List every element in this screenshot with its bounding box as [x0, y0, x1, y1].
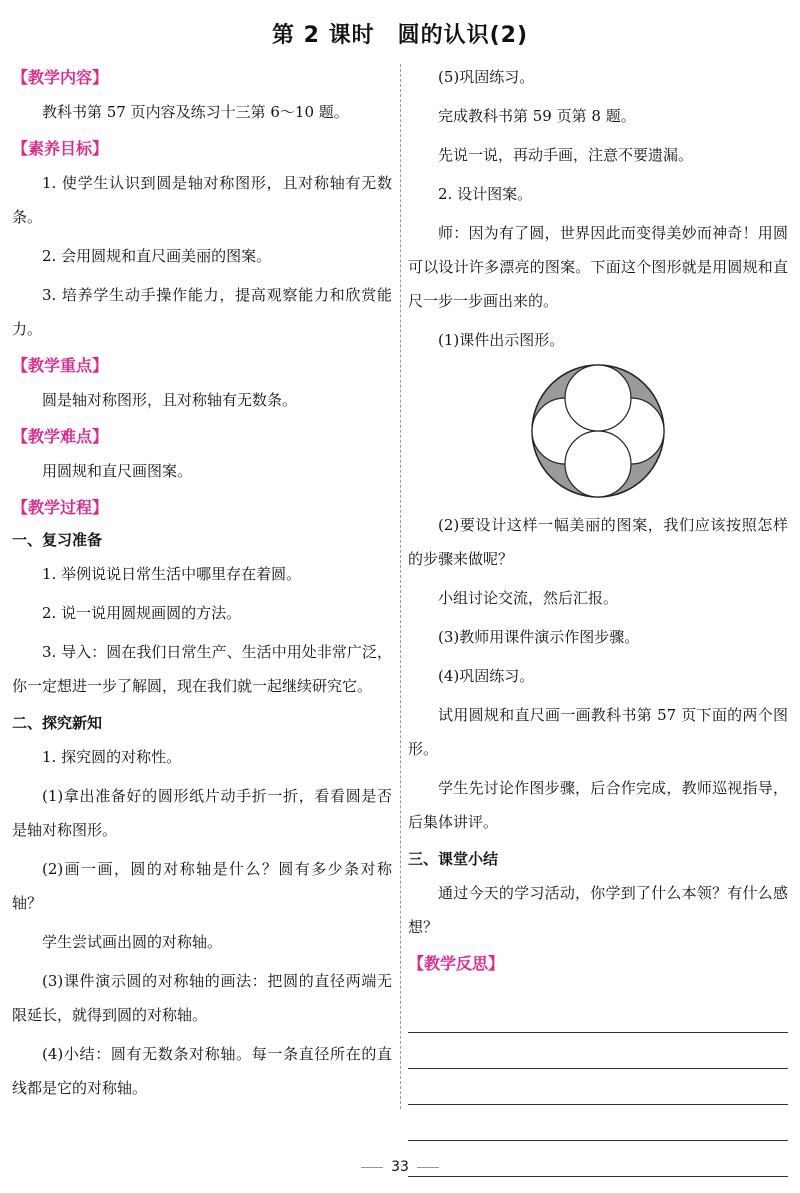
petal-top: [565, 365, 631, 431]
paragraph: 3. 培养学生动手操作能力，提高观察能力和欣赏能力。: [12, 286, 392, 338]
paragraph: 2. 会用圆规和直尺画美丽的图案。: [42, 247, 272, 265]
paragraph: 1. 使学生认识到圆是轴对称图形，且对称轴有无数条。: [12, 174, 392, 226]
paragraph: 2. 设计图案。: [438, 185, 533, 203]
writing-line: [408, 1105, 788, 1141]
circle-pattern-graphic: [528, 361, 668, 501]
section-heading-goals: 【素养目标】: [12, 139, 109, 158]
paragraph: 师：因为有了圆，世界因此而变得美妙而神奇！用圆可以设计许多漂亮的图案。下面这个图形就是用圆规和直尺一步一步画出来的。: [408, 224, 788, 310]
reflection-lines: [408, 997, 788, 1177]
paragraph: 通过今天的学习活动，你学到了什么本领？有什么感想？: [408, 884, 788, 936]
paragraph: (3)课件演示圆的对称轴的画法：把圆的直径两端无限延长，就得到圆的对称轴。: [12, 972, 392, 1024]
footer-dash: [361, 1167, 383, 1168]
paragraph: 1. 举例说说日常生活中哪里存在着圆。: [42, 565, 302, 583]
column-divider: [400, 64, 401, 1109]
paragraph: 学生尝试画出圆的对称轴。: [42, 933, 223, 951]
section-heading-difficulties: 【教学难点】: [12, 427, 109, 446]
paragraph: (5)巩固练习。: [438, 68, 535, 86]
subheading-explore: 二、探究新知: [12, 714, 103, 732]
page-number: 33: [391, 1159, 409, 1175]
paragraph: (1)课件出示图形。: [438, 331, 565, 349]
subheading-review: 一、复习准备: [12, 531, 103, 549]
writing-line: [408, 1069, 788, 1105]
writing-line: [408, 997, 788, 1033]
section-heading-reflection: 【教学反思】: [408, 954, 505, 973]
paragraph: 教科书第 57 页内容及练习十三第 6～10 题。: [42, 103, 349, 121]
section-heading-process: 【教学过程】: [12, 498, 109, 517]
page-title: 第 2 课时 圆的认识(2): [271, 23, 529, 48]
paragraph: 2. 说一说用圆规画圆的方法。: [42, 604, 242, 622]
paragraph: 完成教科书第 59 页第 8 题。: [438, 107, 636, 125]
paragraph: (4)巩固练习。: [438, 667, 535, 685]
paragraph: 先说一说，再动手画，注意不要遗漏。: [438, 146, 694, 164]
paragraph: 用圆规和直尺画图案。: [42, 462, 193, 480]
paragraph: 1. 探究圆的对称性。: [42, 748, 182, 766]
paragraph: 3. 导入：圆在我们日常生产、生活中用处非常广泛，你一定想进一步了解圆，现在我们就一起继续研究它。: [12, 643, 392, 695]
paragraph: (4)小结：圆有无数条对称轴。每一条直径所在的直线都是它的对称轴。: [12, 1045, 392, 1097]
paragraph: 学生先讨论作图步骤，后合作完成，教师巡视指导，后集体讲评。: [408, 779, 788, 831]
paragraph: (1)拿出准备好的圆形纸片动手折一折，看看圆是否是轴对称图形。: [12, 787, 392, 839]
paragraph: (3)教师用课件演示作图步骤。: [438, 628, 640, 646]
paragraph: 圆是轴对称图形，且对称轴有无数条。: [42, 391, 298, 409]
page-footer: [0, 1159, 800, 1175]
paragraph: (2)画一画，圆的对称轴是什么？圆有多少条对称轴？: [12, 860, 392, 912]
paragraph: 试用圆规和直尺画一画教科书第 57 页下面的两个图形。: [408, 706, 788, 758]
subheading-summary: 三、课堂小结: [408, 850, 499, 868]
section-heading-key-points: 【教学重点】: [12, 356, 109, 375]
left-column: [12, 60, 392, 1110]
petal-bottom: [565, 431, 631, 497]
circle-petal-figure: [408, 362, 788, 500]
writing-line: [408, 1033, 788, 1069]
paragraph: 小组讨论交流，然后汇报。: [438, 589, 619, 607]
footer-dash: [417, 1167, 439, 1168]
paragraph: (2)要设计这样一幅美丽的图案，我们应该按照怎样的步骤来做呢？: [408, 516, 788, 568]
section-heading-content: 【教学内容】: [12, 68, 109, 87]
right-column: [408, 60, 788, 1177]
